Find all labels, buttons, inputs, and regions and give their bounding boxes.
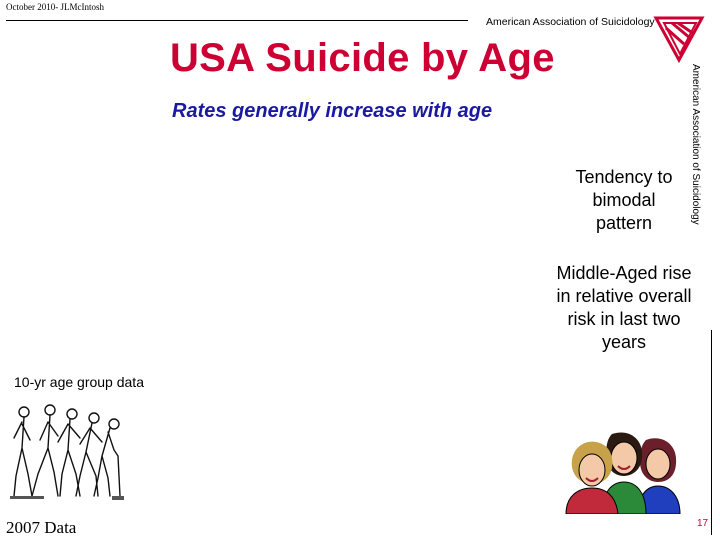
header-note: October 2010- JLMcIntosh <box>6 2 104 12</box>
slide-subtitle: Rates generally increase with age <box>172 100 493 122</box>
header-org: American Association of Suicidology <box>486 16 655 28</box>
data-year-label: 2007 Data <box>6 518 77 537</box>
slide-title: USA Suicide by Age <box>170 36 555 80</box>
aas-logo-icon <box>652 12 708 64</box>
side-divider <box>711 330 712 535</box>
aging-walkers-icon <box>10 400 128 504</box>
bimodal-note: Tendency to bimodal pattern <box>575 167 673 233</box>
middle-aged-note: Middle-Aged rise in relative overall risk in last two years <box>556 263 692 352</box>
page-number: 17 <box>697 518 709 529</box>
age-group-label: 10-yr age group data <box>14 374 144 390</box>
vertical-org-label: American Association of Suicidology <box>690 64 701 225</box>
header-divider <box>6 20 468 21</box>
three-women-icon <box>562 430 682 514</box>
